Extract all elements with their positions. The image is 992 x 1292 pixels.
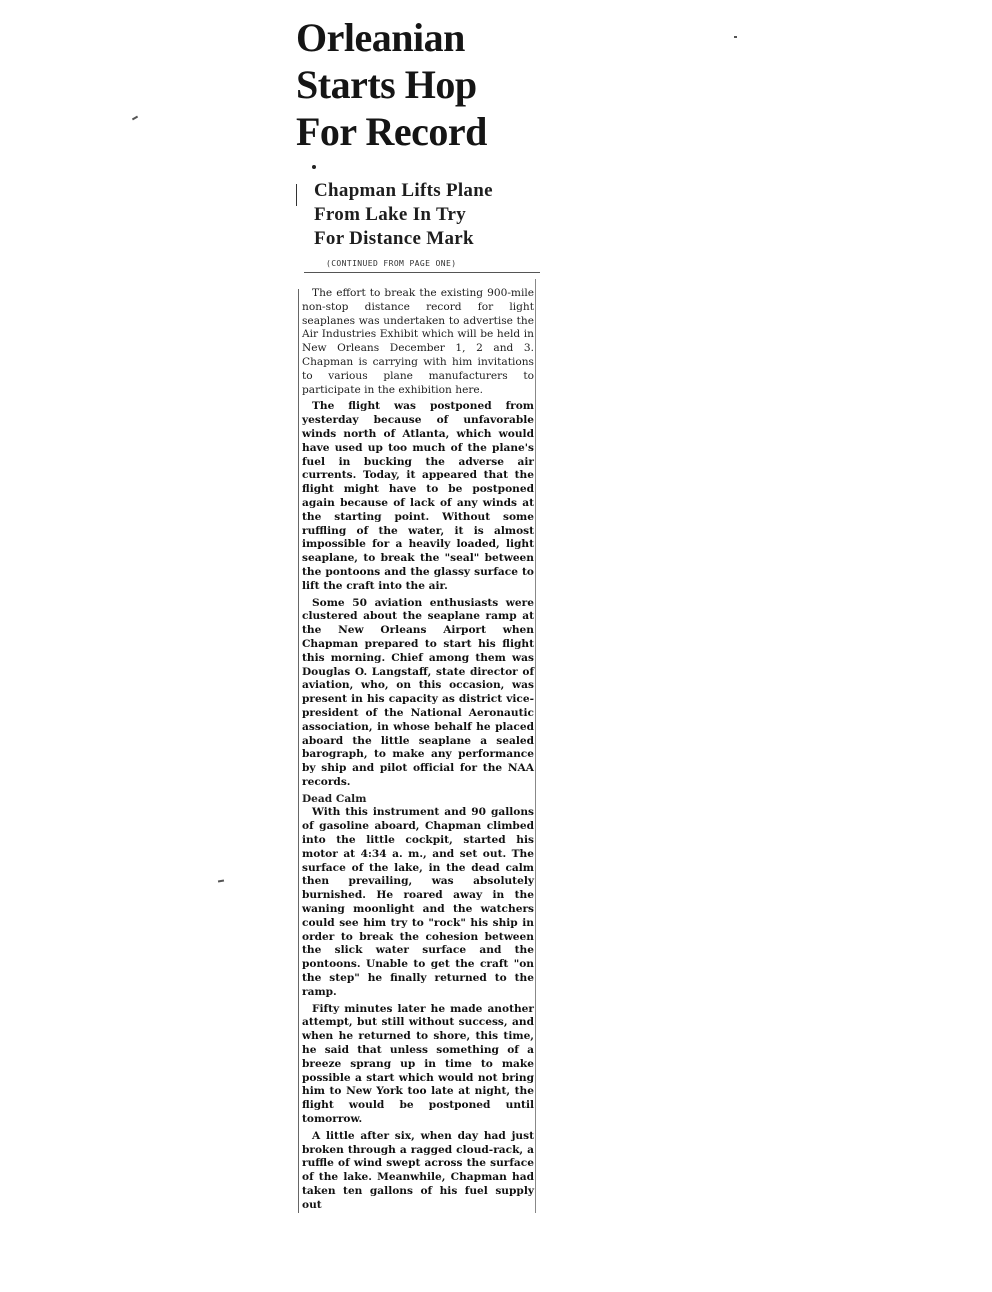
paragraph-5: Fifty minutes later he made another attempt, but still without success, and when he returned to shore, this time, he said that unless something of a breeze sprang up in time to make possible a start which would not bring him to New York too late at night, the flight would be postponed until tomorrow. (302, 1002, 534, 1126)
scan-mark (734, 36, 737, 38)
newspaper-clipping (296, 14, 542, 1216)
paragraph-2: The flight was postponed from yesterday because of unfavorable winds north of Atlanta, which would have used up too much of the plane's fuel in bucking the adverse air currents. Today, it appeared that the flight might have to be postponed again because of lack of any winds at the starting point. Without some ruffling of the water, it is almost impossible for a heavily loaded, light seaplane, to break the "seal" between the pontoons and the glassy surface to lift the craft into the air. (302, 400, 534, 592)
headline (296, 14, 542, 155)
continued-notice: (CONTINUED FROM PAGE ONE) (326, 259, 457, 268)
ink-dot (312, 165, 316, 169)
column-left-rule (298, 289, 299, 1213)
headline-line-2: Starts Hop (296, 62, 477, 107)
paragraph-3: Some 50 aviation enthusiasts were clustered about the seaplane ramp at the New Orleans Airport when Chapman prepared to start his flight this morning. Chief among them was Douglas O. Langstaff, state director of aviation, who, on this occasion, was present in his capacity as district vice-president of the National Aeronautic association, in whose behalf he placed aboard the little seaplane a sealed barograph, to make any performance by ship and pilot official for the NAA records. (302, 596, 534, 788)
subheadline (314, 179, 542, 251)
paragraph-6: A little after six, when day had just broken through a ragged cloud-rack, a ruffle of wind swept across the surface of the lake. Meanwhile, Chapman had taken ten gallons of his fuel supply out (302, 1129, 534, 1211)
headline-line-3: For Record (296, 109, 487, 154)
paragraph-1: The effort to break the existing 900-mile non-stop distance record for light seaplanes was undertaken to advertise the Air Industries Exhibit which will be held in New Orleans December 1, 2 and 3. Chapman is carrying with him invitations to various plane manufacturers to participate in the exhibition here. (302, 287, 534, 396)
section-head: Dead Calm (302, 792, 367, 805)
headline-line-1: Orleanian (296, 15, 465, 60)
margin-rule (296, 184, 297, 206)
paragraph-4: With this instrument and 90 gallons of gasoline aboard, Chapman climbed into the little cockpit, started his motor at 4:34 a. m., and set out. The surface of the lake, in the dead calm then prevailing, was absolutely burnished. He roared away in the waning moonlight and the watchers could see him try to "rock" his ship in order to break the cohesion between the slick water surface and the pontoons. Unable to get the craft "on the step" he finally returned to the ramp. (302, 806, 534, 998)
column-right-rule (535, 279, 536, 1213)
subhead-line-2: From Lake In Try (314, 204, 467, 225)
subhead-line-3: For Distance Mark (314, 228, 474, 249)
scan-mark (218, 879, 224, 882)
article-body (296, 273, 538, 1213)
scan-mark (132, 116, 138, 121)
subhead-line-1: Chapman Lifts Plane (314, 180, 493, 201)
